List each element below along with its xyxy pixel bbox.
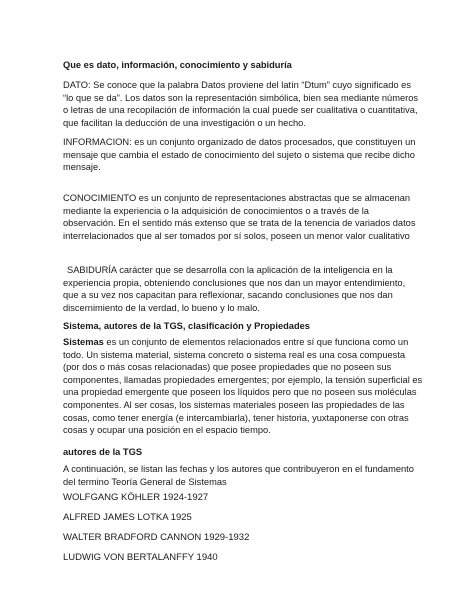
author-item: WALTER BRADFORD CANNON 1929-1932 bbox=[63, 532, 250, 543]
heading-autores: autores de la TGS bbox=[63, 447, 143, 457]
paragraph-dato bbox=[63, 79, 423, 129]
author-item: LUDWIG VON BERTALANFFY 1940 bbox=[63, 552, 218, 563]
author-item: WOLFGANG KÖHLER 1924-1927 bbox=[63, 492, 209, 503]
sabiduria-label: SABIDURÍA bbox=[67, 265, 117, 275]
paragraph-informacion bbox=[63, 136, 423, 174]
conocimiento-label: CONOCIMIENTO bbox=[63, 193, 137, 203]
dato-label: DATO: bbox=[63, 80, 91, 90]
paragraph-conocimiento bbox=[63, 192, 423, 242]
paragraph-sistemas bbox=[63, 336, 423, 437]
author-item: ALFRED JAMES LOTKA 1925 bbox=[63, 512, 192, 523]
sistemas-text: es un conjunto de elementos relacionados entre sí que funciona como un todo. Un sistema material, sistema concreto o sistema real es una cosa compuesta (por dos o más cosas relacionadas) que posee propiedades que no poseen sus componentes, llamadas propiedades emergentes; por ejemplo, la tensión superficial es una propiedad emergente que poseen los líquidos pero que no poseen sus moléculas componentes. Al ser cosas, los sistemas materiales poseen las propiedades de las cosas, como tener energía (e intercambiarla), tener historia, yuxtaponerse con otras cosas y ocupar una posición en el espacio tiempo. bbox=[63, 337, 423, 436]
conocimiento-text: es un conjunto de representaciones abstractas que se almacenan mediante la experiencia o la adquisición de conocimientos o a través de la observación. En el sentido más extenso que se trata de la tenencia de variados datos interrelacionados que al ser tomados por sí solos, poseen un menor valor cualitativo bbox=[63, 193, 416, 241]
sistemas-label: Sistemas bbox=[63, 337, 104, 347]
paragraph-sabiduria bbox=[63, 264, 423, 314]
informacion-text: es un conjunto organizado de datos procesados, que constituyen un mensaje que cambia el estado de conocimiento del sujeto o sistema que recibe dicho mensaje. bbox=[63, 137, 416, 173]
heading-que-es-dato: Que es dato, información, conocimiento y sabiduría bbox=[63, 60, 292, 70]
dato-text: Se conoce que la palabra Datos proviene del latín “Dtum” cuyo significado es “lo que se da”. Los datos son la representación simbólica, bien sea mediante números o letras de una recopilación de información la cual puede ser cualitativa o cuantitativa, que facilitan la deducción de una investigación o un hecho. bbox=[63, 80, 419, 128]
heading-sistema: Sistema, autores de la TGS, clasificación y Propiedades bbox=[63, 321, 310, 331]
informacion-label: INFORMACION: bbox=[63, 137, 132, 147]
sabiduria-text: carácter que se desarrolla con la aplicación de la inteligencia en la experiencia propia, obteniendo conclusiones que nos dan un mayor entendimiento, que a su vez nos capacitan para reflexionar, sacando conclusiones que nos dan discernimiento de la verdad, lo bueno y lo malo. bbox=[63, 265, 406, 313]
paragraph-autores-intro: A continuación, se listan las fechas y los autores que contribuyeron en el fundamento del termino Teoría General de Sistemas bbox=[63, 464, 414, 487]
